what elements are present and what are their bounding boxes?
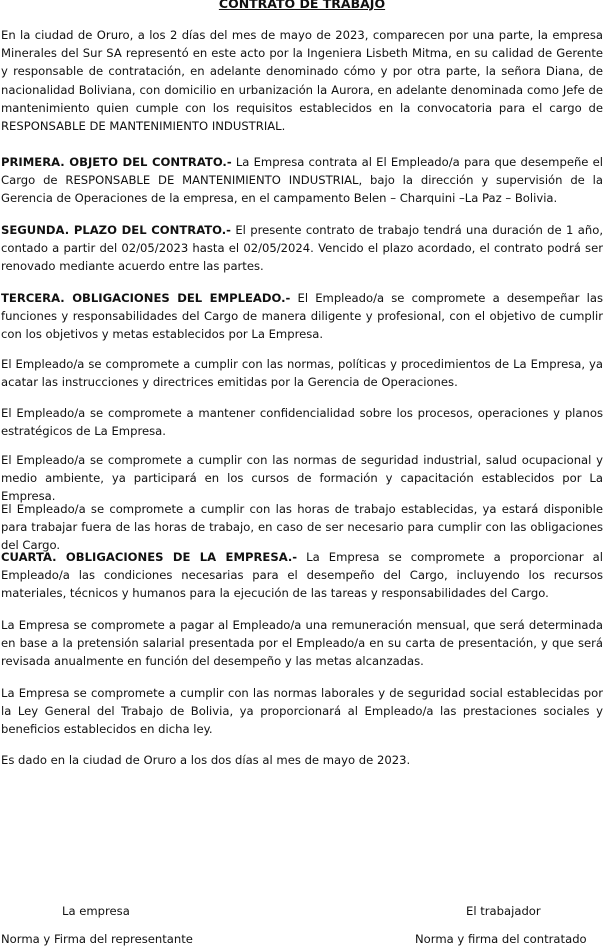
clause-third-text: El Empleado/a se compromete a desempeñar las funciones y responsabilidades del Cargo de manera diligente y profesional, con el objetivo de cumplir con los objetivos y metas establecidos por La Empresa. [1,291,604,342]
company-obligation-2: La Empresa se compromete a cumplir con las normas laborales y de seguridad social establecidas por la Ley General del Trabajo de Bolivia, ya proporcionará al Empleado/a las prestaciones sociales y beneficios establecidos en dicha ley. [1,686,603,737]
document-title: CONTRATO DE TRABAJO [218,0,386,11]
clause-third-heading: TERCERA. OBLIGACIONES DEL EMPLEADO.- [1,291,291,305]
employee-obligation-3: El Empleado/a se compromete a cumplir con las normas de seguridad industrial, salud ocupacional y medio ambiente, ya participará en los cursos de formación y capacitación establecidos por La Empresa. [1,453,603,504]
clause-first-text: La Empresa contrata al El Empleado/a para que desempeñe el Cargo de RESPONSABLE DE MANTENIMIENTO INDUSTRIAL, bajo la dirección y supervisión de la Gerencia de Operaciones de la empresa, en el campamento Belen – Charquini –La Paz – Bolivia. [1,155,603,206]
clause-second-heading: SEGUNDA. PLAZO DEL CONTRATO.- [1,223,231,237]
clause-fourth-text: La Empresa se compromete a proporcionar al Empleado/a las condiciones necesarias para el desempeño del Cargo, incluyendo los recursos materiales, técnicos y humanos para la ejecución de las tareas y responsabilidades del Cargo. [1,550,603,601]
intro-paragraph: En la ciudad de Oruro, a los 2 días del mes de mayo de 2023, comparecen por una parte, la empresa Minerales del Sur SA representó en este acto por la Ingeniera Lisbeth Mitma, en su calidad de Gerente y responsable de contratación, en adelante denominado cómo y por otra parte, la señora Diana, de nacionalidad Boliviana, con domicilio en urbanización la Aurora, en adelante denominada como Jefe de mantenimiento quien cumple con los requisitos establecidos en la convocatoria para el cargo de RESPONSABLE DE MANTENIMIENTO INDUSTRIAL. [1,28,603,134]
clause-fourth [1,548,603,603]
clause-second-text: El presente contrato de trabajo tendrá una duración de 1 año, contado a partir del 02/05/2023 hasta el 02/05/2024. Vencido el plazo acordado, el contrato podrá ser renovado mediante acuerdo entre las partes. [1,223,603,274]
signature-right-party: El trabajador [466,904,541,918]
clause-second [1,221,603,276]
employee-obligation-1: El Empleado/a se compromete a cumplir con las normas, políticas y procedimientos de La Empresa, ya acatar las instrucciones y directrices emitidas por la Gerencia de Operaciones. [1,357,603,390]
employee-obligation-4: El Empleado/a se compromete a cumplir con las horas de trabajo establecidas, ya estará disponible para trabajar fuera de las horas de trabajo, en caso de ser necesario para cumplir con las obligaciones del Cargo. [1,502,603,553]
company-obligation-1: La Empresa se compromete a pagar al Empleado/a una remuneración mensual, que será determinada en base a la pretensión salarial presentada por el Empleado/a en su carta de presentación, y que será revisada anualmente en función del desempeño y las metas alcanzadas. [1,618,603,669]
closing-statement: Es dado en la ciudad de Oruro a los dos días al mes de mayo de 2023. [1,753,411,767]
signature-right-line: Norma y firma del contratado [415,932,587,946]
clause-fourth-heading: CUARTA. OBLIGACIONES DE LA EMPRESA.- [1,550,298,564]
clause-first-heading: PRIMERA. OBJETO DEL CONTRATO.- [1,155,232,169]
clause-first [1,153,603,208]
clause-third [1,289,603,344]
signature-left-party: La empresa [62,904,130,918]
employee-obligation-2: El Empleado/a se compromete a mantener confidencialidad sobre los procesos, operaciones y planos estratégicos de La Empresa. [1,406,603,439]
signature-left-line: Norma y Firma del representante [1,932,193,946]
